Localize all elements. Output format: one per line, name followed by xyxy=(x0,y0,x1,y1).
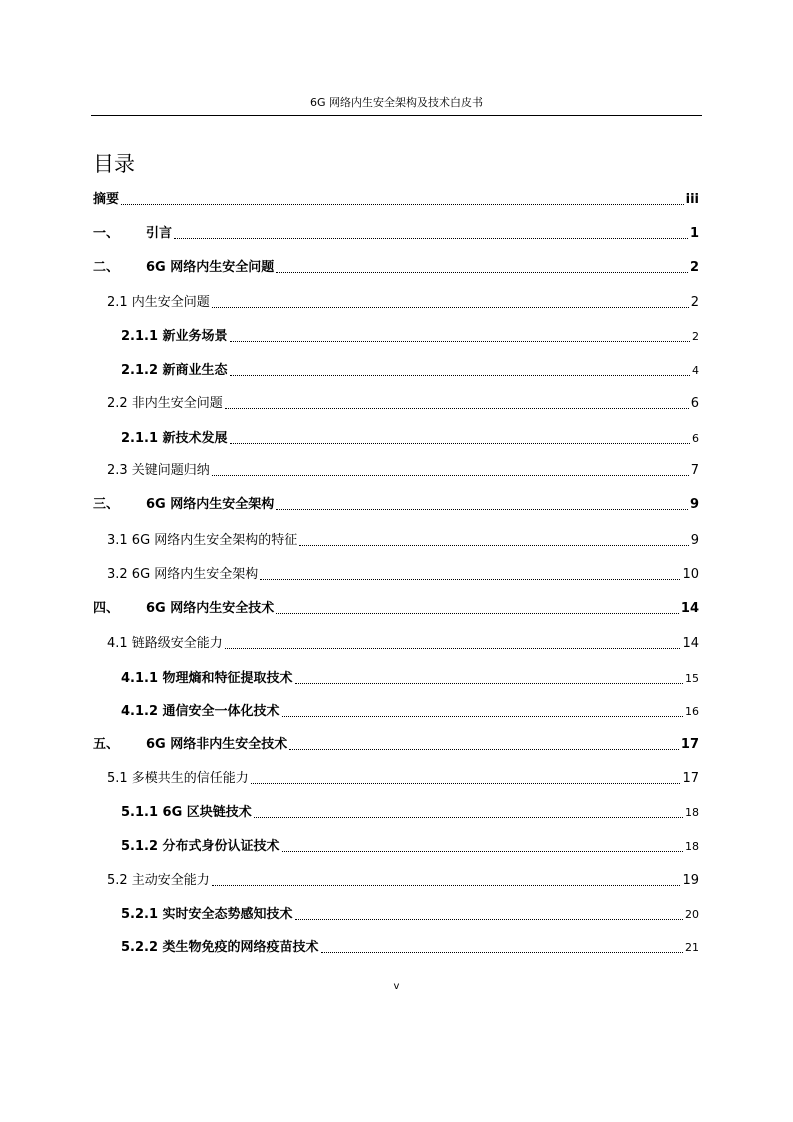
toc-entry-label: 5.1 多模共生的信任能力 xyxy=(107,771,249,786)
toc-leader-dots xyxy=(295,683,683,684)
toc-leader-dots xyxy=(276,613,679,614)
toc-entry[interactable] xyxy=(93,221,699,243)
toc-entry-page: 18 xyxy=(685,806,699,819)
toc-leader-dots xyxy=(251,783,681,784)
toc-entry-page: iii xyxy=(685,192,699,207)
toc-entry-label: 5.2 主动安全能力 xyxy=(107,873,210,888)
toc-entry-label: 4.1 链路级安全能力 xyxy=(107,636,223,651)
toc-leader-dots xyxy=(289,749,679,750)
toc-entry-label: 5.1.1 6G 区块链技术 xyxy=(121,805,252,820)
toc-entry-page: 2 xyxy=(689,260,699,275)
toc-entry-page: 21 xyxy=(685,941,699,954)
toc-entry-label: 2.1 内生安全问题 xyxy=(107,295,210,310)
toc-entry[interactable] xyxy=(93,935,699,957)
toc-entry-label: 6G 网络内生安全架构 xyxy=(146,497,275,512)
toc-leader-dots xyxy=(299,545,688,546)
toc-entry[interactable] xyxy=(93,562,699,584)
toc-entry-label: 2.2 非内生安全问题 xyxy=(107,396,223,411)
toc-entry-page: 9 xyxy=(690,533,699,548)
toc-entry-number: 五、 xyxy=(93,737,120,752)
toc-entry[interactable] xyxy=(93,426,699,448)
toc-leader-dots xyxy=(254,817,683,818)
toc-entry-page: 10 xyxy=(682,567,699,582)
toc-entry-number: 三、 xyxy=(93,497,120,512)
toc-leader-dots xyxy=(282,851,683,852)
toc-entry[interactable] xyxy=(93,732,699,754)
toc-entry-label: 3.2 6G 网络内生安全架构 xyxy=(107,567,259,582)
toc-entry[interactable] xyxy=(93,358,699,380)
toc-entry[interactable] xyxy=(93,666,699,688)
toc-entry-label: 2.1.1 新技术发展 xyxy=(121,431,228,446)
toc-entry-page: 6 xyxy=(692,432,699,445)
toc-leader-dots xyxy=(212,307,689,308)
toc-entry-label: 引言 xyxy=(146,226,173,241)
toc-entry[interactable] xyxy=(93,492,699,514)
toc-entry[interactable] xyxy=(93,324,699,346)
toc-entry-page: 15 xyxy=(685,672,699,685)
toc-entry[interactable] xyxy=(93,766,699,788)
toc-leader-dots xyxy=(282,716,683,717)
toc-entry-page: 16 xyxy=(685,705,699,718)
toc-entry-number: 四、 xyxy=(93,601,120,616)
toc-entry-number: 一、 xyxy=(93,226,120,241)
toc-entry[interactable] xyxy=(93,187,699,209)
toc-entry[interactable] xyxy=(93,902,699,924)
toc-entry[interactable] xyxy=(93,391,699,413)
toc-entry[interactable] xyxy=(93,868,699,890)
toc-entry[interactable] xyxy=(93,800,699,822)
toc-title: 目录 xyxy=(93,152,135,176)
toc-entry-label: 5.2.2 类生物免疫的网络疫苗技术 xyxy=(121,940,319,955)
toc-entry[interactable] xyxy=(93,290,699,312)
toc-entry-label: 3.1 6G 网络内生安全架构的特征 xyxy=(107,533,298,548)
toc-entry-page: 17 xyxy=(680,737,699,752)
toc-entry-number: 二、 xyxy=(93,260,120,275)
toc-entry-page: 19 xyxy=(682,873,699,888)
toc-entry[interactable] xyxy=(93,699,699,721)
toc-entry-label: 6G 网络内生安全问题 xyxy=(146,260,275,275)
toc-leader-dots xyxy=(174,238,688,239)
toc-entry-page: 1 xyxy=(689,226,699,241)
toc-leader-dots xyxy=(295,919,683,920)
toc-entry-page: 2 xyxy=(692,330,699,343)
toc-leader-dots xyxy=(121,204,684,205)
toc-entry-page: 17 xyxy=(682,771,699,786)
toc-entry-label: 5.2.1 实时安全态势感知技术 xyxy=(121,907,293,922)
toc-entry-label: 摘要 xyxy=(93,192,120,207)
toc-entry[interactable] xyxy=(93,596,699,618)
toc-entry[interactable] xyxy=(93,631,699,653)
toc-leader-dots xyxy=(212,885,681,886)
toc-leader-dots xyxy=(225,648,681,649)
toc-entry-page: 7 xyxy=(690,463,699,478)
running-header: 6G 网络内生安全架构及技术白皮书 xyxy=(309,96,484,109)
toc-entry-page: 4 xyxy=(692,364,699,377)
toc-leader-dots xyxy=(212,475,689,476)
toc-entry-label: 6G 网络非内生安全技术 xyxy=(146,737,288,752)
toc-leader-dots xyxy=(225,408,689,409)
toc-entry-label: 2.3 关键问题归纳 xyxy=(107,463,210,478)
toc-entry-page: 20 xyxy=(685,908,699,921)
toc-entry-label: 2.1.1 新业务场景 xyxy=(121,329,228,344)
toc-entry-page: 14 xyxy=(682,636,699,651)
toc-entry-page: 9 xyxy=(689,497,699,512)
toc-leader-dots xyxy=(260,579,680,580)
toc-entry[interactable] xyxy=(93,834,699,856)
toc-entry[interactable] xyxy=(93,528,699,550)
header-rule xyxy=(91,115,702,116)
toc-entry-page: 14 xyxy=(680,601,699,616)
toc-entry-label: 4.1.2 通信安全一体化技术 xyxy=(121,704,280,719)
toc-leader-dots xyxy=(276,509,688,510)
toc-leader-dots xyxy=(276,272,688,273)
toc-entry[interactable] xyxy=(93,458,699,480)
toc-entry-page: 18 xyxy=(685,840,699,853)
toc-leader-dots xyxy=(321,952,683,953)
toc-entry-label: 5.1.2 分布式身份认证技术 xyxy=(121,839,280,854)
toc-leader-dots xyxy=(230,375,690,376)
page-number: v xyxy=(393,981,400,992)
toc-entry[interactable] xyxy=(93,255,699,277)
toc-leader-dots xyxy=(230,341,690,342)
toc-leader-dots xyxy=(230,443,690,444)
toc-entry-label: 4.1.1 物理熵和特征提取技术 xyxy=(121,671,293,686)
toc-entry-label: 6G 网络内生安全技术 xyxy=(146,601,275,616)
toc-entry-label: 2.1.2 新商业生态 xyxy=(121,363,228,378)
toc-entry-page: 2 xyxy=(690,295,699,310)
toc-entry-page: 6 xyxy=(690,396,699,411)
